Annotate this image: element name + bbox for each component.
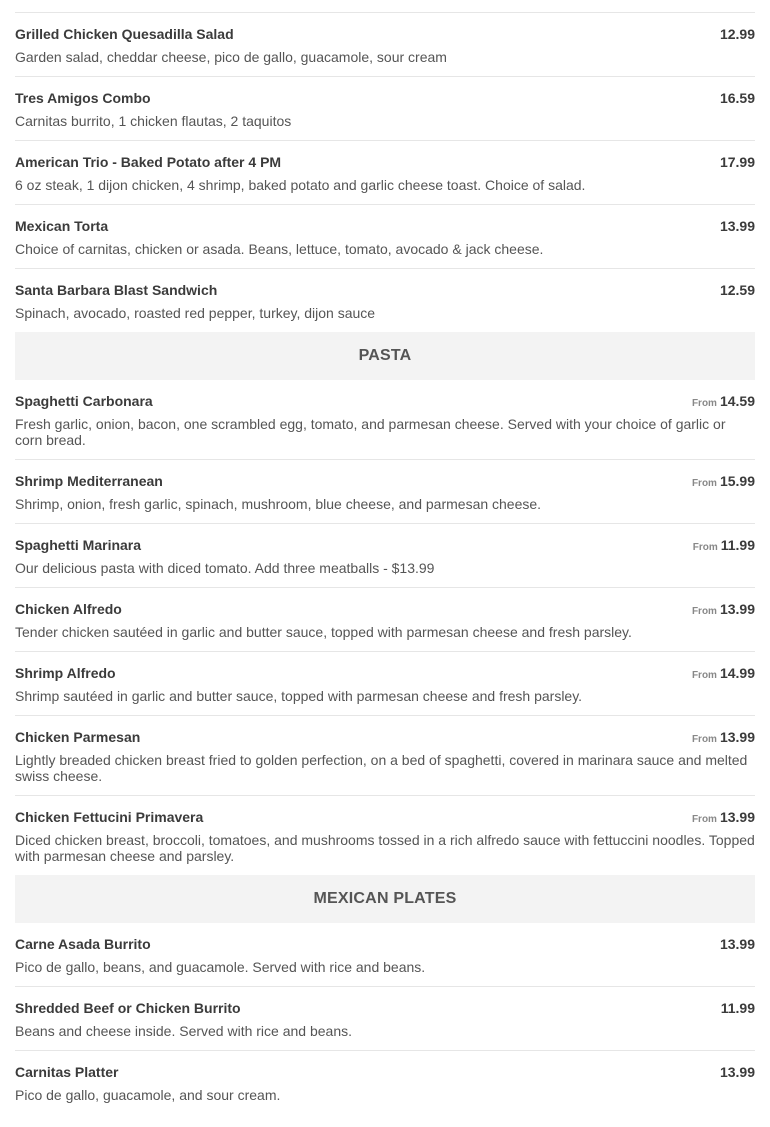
menu-item-price — [693, 537, 755, 556]
menu-item-price — [721, 1000, 755, 1017]
menu-item-price — [692, 665, 755, 684]
menu-item[interactable] — [15, 380, 755, 460]
menu-item[interactable] — [15, 13, 755, 77]
menu-item[interactable] — [15, 460, 755, 524]
menu-item-price — [692, 809, 755, 828]
menu-item[interactable] — [15, 588, 755, 652]
menu-item-description: Carnitas burrito, 1 chicken flautas, 2 taquitos — [15, 113, 292, 129]
menu-item-name: Chicken Alfredo — [15, 601, 122, 617]
price-amount: 16.59 — [719, 90, 755, 106]
menu-item-description: Pico de gallo, guacamole, and sour cream. — [15, 1087, 281, 1103]
menu-item[interactable] — [15, 796, 755, 875]
menu-item-description: Beans and cheese inside. Served with rice and beans. — [15, 1023, 352, 1039]
menu-item-price — [720, 1064, 755, 1081]
menu-item-description: Shrimp sautéed in garlic and butter sauce, topped with parmesan cheese and fresh parsley. — [15, 688, 583, 704]
section-heading: PASTA — [15, 332, 755, 380]
menu-item-description: Diced chicken breast, broccoli, tomatoes, and mushrooms tossed in a rich alfredo sauce with fettuccini noodles. Topped with parmesan cheese and parsley. — [15, 832, 755, 864]
menu — [15, 0, 755, 1114]
menu-item-name: Shredded Beef or Chicken Burrito — [15, 1000, 241, 1016]
menu-item-price — [720, 26, 755, 43]
price-from-label: From — [691, 814, 717, 825]
menu-item-description: Choice of carnitas, chicken or asada. Beans, lettuce, tomato, avocado & jack cheese. — [15, 241, 544, 257]
menu-item-price — [720, 282, 755, 299]
menu-item-price — [692, 601, 755, 620]
price-from-label: From — [691, 398, 717, 409]
price-amount: 17.99 — [719, 154, 755, 170]
price-amount: 13.99 — [719, 729, 755, 745]
menu-item-name: Shrimp Mediterranean — [15, 473, 163, 489]
section-heading: MEXICAN PLATES — [15, 875, 755, 923]
menu-item-price — [720, 936, 755, 953]
price-amount: 13.99 — [719, 809, 755, 825]
menu-item-price — [692, 729, 755, 748]
menu-item[interactable] — [15, 524, 755, 588]
menu-item-price — [720, 154, 755, 171]
price-amount: 13.99 — [719, 601, 755, 617]
menu-item-description: Tender chicken sautéed in garlic and butter sauce, topped with parmesan cheese and fresh parsley. — [15, 624, 632, 640]
menu-item[interactable] — [15, 923, 755, 987]
price-amount: 13.99 — [719, 1064, 755, 1080]
menu-item-price — [720, 90, 755, 107]
price-amount: 14.59 — [719, 393, 755, 409]
menu-item-name: Santa Barbara Blast Sandwich — [15, 282, 218, 298]
menu-item-name: Tres Amigos Combo — [15, 90, 151, 106]
menu-item-description: Garden salad, cheddar cheese, pico de gallo, guacamole, sour cream — [15, 49, 447, 65]
menu-item-name: Shrimp Alfredo — [15, 665, 116, 681]
price-from-label: From — [691, 734, 717, 745]
menu-item-description: Lightly breaded chicken breast fried to golden perfection, on a bed of spaghetti, covered in marinara sauce and melted swiss cheese. — [15, 752, 748, 784]
menu-item-name: Carne Asada Burrito — [15, 936, 151, 952]
price-amount: 12.99 — [719, 26, 755, 42]
menu-item-price — [692, 473, 755, 492]
menu-item-name: Chicken Fettucini Primavera — [15, 809, 204, 825]
menu-item-description: Spinach, avocado, roasted red pepper, turkey, dijon sauce — [15, 305, 376, 321]
menu-item-name: Carnitas Platter — [15, 1064, 119, 1080]
menu-item[interactable] — [15, 141, 755, 205]
price-amount: 12.59 — [719, 282, 755, 298]
price-amount: 11.99 — [720, 537, 755, 553]
menu-item-price — [720, 218, 755, 235]
menu-item[interactable] — [15, 987, 755, 1051]
menu-sections — [15, 13, 755, 1114]
price-amount: 13.99 — [719, 936, 755, 952]
menu-item[interactable] — [15, 716, 755, 796]
price-from-label: From — [692, 542, 718, 553]
menu-item-name: Mexican Torta — [15, 218, 109, 234]
menu-item[interactable] — [15, 269, 755, 332]
menu-item-name: American Trio - Baked Potato after 4 PM — [15, 154, 282, 170]
menu-item-description: Fresh garlic, onion, bacon, one scrambled egg, tomato, and parmesan cheese. Served with your choice of garlic or corn bread. — [15, 416, 726, 448]
menu-item-description: Our delicious pasta with diced tomato. Add three meatballs - $13.99 — [15, 560, 435, 576]
price-from-label: From — [691, 606, 717, 617]
menu-item-name: Chicken Parmesan — [15, 729, 141, 745]
menu-item[interactable] — [15, 205, 755, 269]
menu-item[interactable] — [15, 77, 755, 141]
price-amount: 14.99 — [719, 665, 755, 681]
menu-item-price — [692, 393, 755, 412]
menu-item[interactable] — [15, 652, 755, 716]
menu-item-description: Shrimp, onion, fresh garlic, spinach, mushroom, blue cheese, and parmesan cheese. — [15, 496, 542, 512]
price-from-label: From — [691, 670, 717, 681]
top-divider — [15, 0, 755, 13]
menu-item-description: Pico de gallo, beans, and guacamole. Served with rice and beans. — [15, 959, 426, 975]
menu-item-name: Spaghetti Carbonara — [15, 393, 153, 409]
menu-item-name: Spaghetti Marinara — [15, 537, 142, 553]
menu-item[interactable] — [15, 1051, 755, 1114]
price-amount: 11.99 — [720, 1000, 755, 1016]
price-amount: 15.99 — [719, 473, 755, 489]
menu-item-description: 6 oz steak, 1 dijon chicken, 4 shrimp, baked potato and garlic cheese toast. Choice of salad. — [15, 177, 586, 193]
menu-item-name: Grilled Chicken Quesadilla Salad — [15, 26, 234, 42]
price-from-label: From — [691, 478, 717, 489]
price-amount: 13.99 — [719, 218, 755, 234]
